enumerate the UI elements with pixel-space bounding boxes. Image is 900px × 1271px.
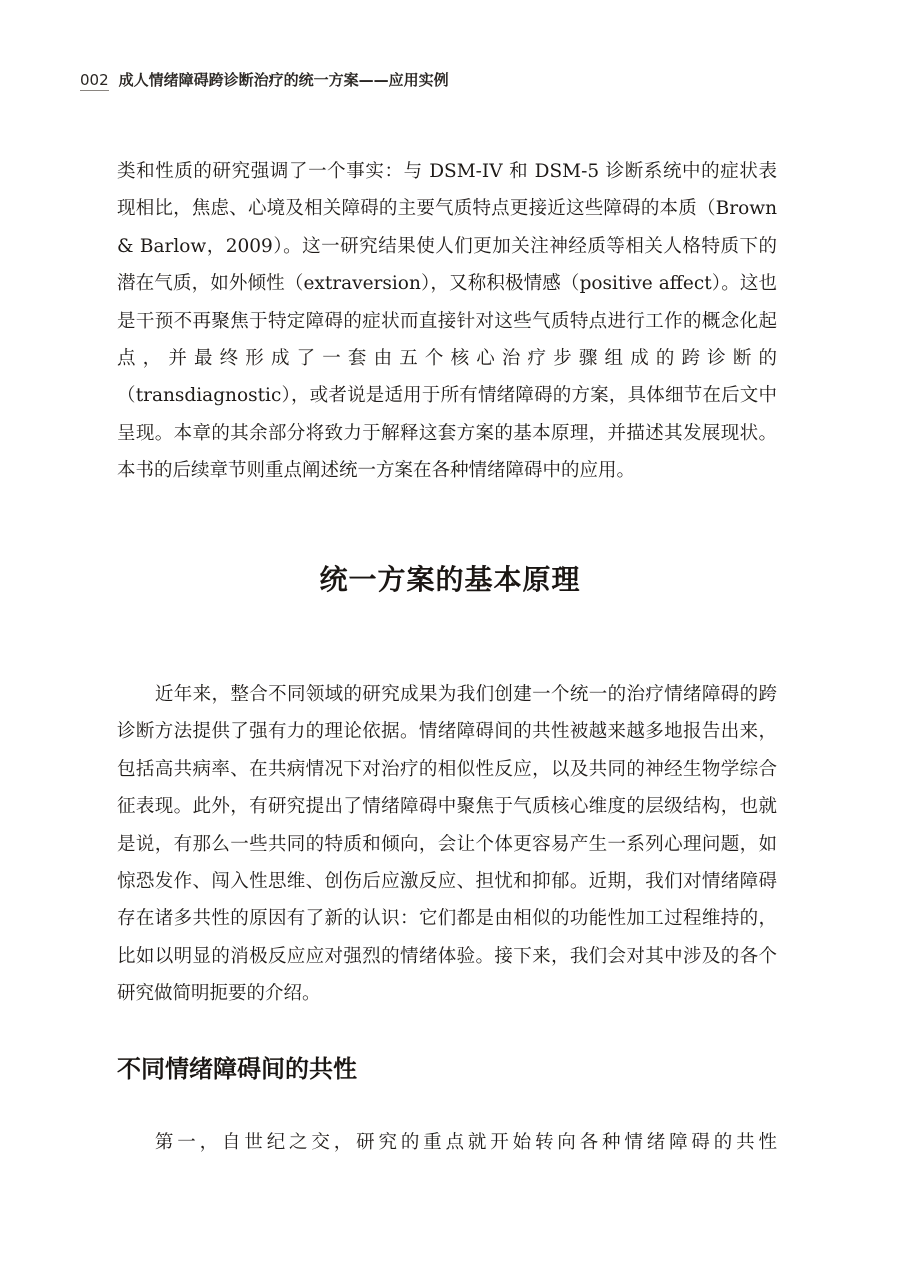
commonalities-paragraph: 第一，自世纪之交，研究的重点就开始转向各种情绪障碍的共性: [154, 1132, 777, 1153]
page-number: 002: [80, 71, 109, 89]
subsection-heading: 不同情绪障碍间的共性: [117, 1055, 357, 1083]
continued-paragraph-block: [117, 153, 777, 490]
intro-paragraph-block: [117, 676, 777, 1013]
section-heading: 统一方案的基本原理: [319, 563, 581, 596]
commonalities-paragraph-block: [117, 1124, 777, 1161]
intro-paragraph: 近年来，整合不同领域的研究成果为我们创建一个统一的治疗情绪障碍的跨诊断方法提供了强有力的理论依据。情绪障碍间的共性被越来越多地报告出来，包括高共病率、在共病情况下对治疗的相似性反应，以及共同的神经生物学综合征表现。此外，有研究提出了情绪障碍中聚焦于气质核心维度的层级结构，也就是说，有那么一些共同的特质和倾向，会让个体更容易产生一系列心理问题，如惊恐发作、闯入性思维、创伤后应激反应、担忧和抑郁。近期，我们对情绪障碍存在诸多共性的原因有了新的认识：它们都是由相似的功能性加工过程维持的，比如以明显的消极反应应对强烈的情绪体验。接下来，我们会对其中涉及的各个研究做简明扼要的介绍。: [117, 684, 777, 1005]
book-title: 成人情绪障碍跨诊断治疗的统一方案——应用实例: [118, 71, 449, 89]
continued-paragraph: 类和性质的研究强调了一个事实：与 DSM-IV 和 DSM-5 诊断系统中的症状表现相比，焦虑、心境及相关障碍的主要气质特点更接近这些障碍的本质（Brown & Barlow，2009）。这一研究结果使人们更加关注神经质等相关人格特质下的潜在气质，如外倾性（extraversion），又称积极情感（positive affect）。这也是干预不再聚焦于特定障碍的症状而直接针对这些气质特点进行工作的概念化起点，并最终形成了一套由五个核心治疗步骤组成的跨诊断的（transdiagnostic），或者说是适用于所有情绪障碍的方案，具体细节在后文中呈现。本章的其余部分将致力于解释这套方案的基本原理，并描述其发展现状。本书的后续章节则重点阐述统一方案在各种情绪障碍中的应用。: [117, 161, 777, 482]
running-header: [80, 66, 780, 94]
